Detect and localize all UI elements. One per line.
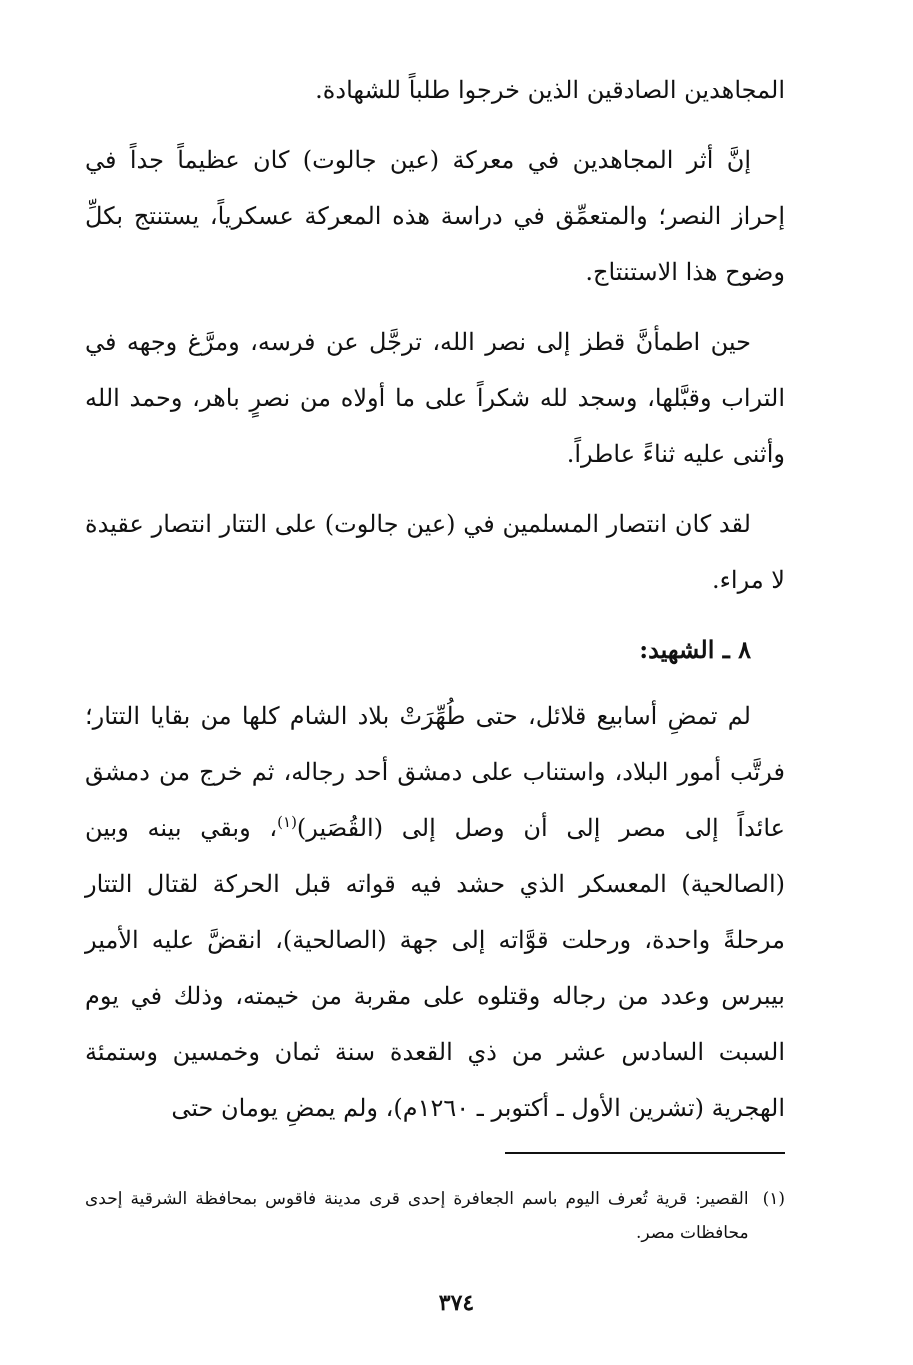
footnotes-block xyxy=(85,1182,785,1250)
paragraph-mujahideen-impact: إنَّ أثر المجاهدين في معركة (عين جالوت) كان عظيماً جداً في إحراز النصر؛ والمتعمِّق في دراسة هذه المعركة عسكرياً، يستنتج بكلِّ وضوح هذا الاستنتاج. xyxy=(85,146,785,286)
martyrdom-text-part-2: ، وبقي بينه وبين (الصالحية) المعسكر الذي حشد فيه قواته قبل الحركة لقتال التتار مرحلةً واحدة، ورحلت قوَّاته إلى جهة (الصالحية)، انقضَّ عليه الأمير بيبرس وعدد من رجاله وقتلوه على مقربة من خيمته، وذلك في يوم السبت السادس عشر من ذي القعدة سنة ثمان وخمسين وستمئة الهجرية (تشرين الأول ـ أكتوبر ـ ١٢٦٠م)، ولم يمضِ يومان حتى xyxy=(85,814,785,1122)
paragraph-qutuz-prostration: حين اطمأنَّ قطز إلى نصر الله، ترجَّل عن فرسه، ومرَّغ وجهه في التراب وقبَّلها، وسجد لله شكراً على ما أولاه من نصرٍ باهر، وحمد الله وأثنى عليه ثناءً عاطراً. xyxy=(85,328,785,468)
footnote-number: (١) xyxy=(762,1189,785,1209)
page-number: ٣٧٤ xyxy=(438,1290,475,1316)
paragraph-victory-of-faith: لقد كان انتصار المسلمين في (عين جالوت) على التتار انتصار عقيدة لا مراء. xyxy=(85,510,785,594)
paragraph-continuation: المجاهدين الصادقين الذين خرجوا طلباً للشهادة. xyxy=(315,76,785,104)
footnote-text: القصير: قرية تُعرف اليوم باسم الجعافرة إحدى قرى مدينة فاقوس بمحافظة الشرقية إحدى محافظات مصر. xyxy=(85,1189,749,1243)
martyrdom-text-part-1: لم تمضِ أسابيع قلائل، حتى طُهِّرَتْ بلاد الشام كلها من بقايا التتار؛ فرتَّب أمور البلاد، واستناب على دمشق أحد رجاله، ثم خرج من دمشق عائداً إلى مصر إلى أن وصل إلى (القُصَير) xyxy=(85,702,785,842)
footnote-divider xyxy=(505,1152,785,1154)
footnote-reference: (١) xyxy=(277,813,297,831)
paragraph-martyrdom xyxy=(85,688,785,1136)
section-heading-martyr: ٨ ـ الشهيد: xyxy=(639,635,751,664)
main-text-block xyxy=(85,62,785,1150)
footnote-item xyxy=(85,1182,785,1250)
